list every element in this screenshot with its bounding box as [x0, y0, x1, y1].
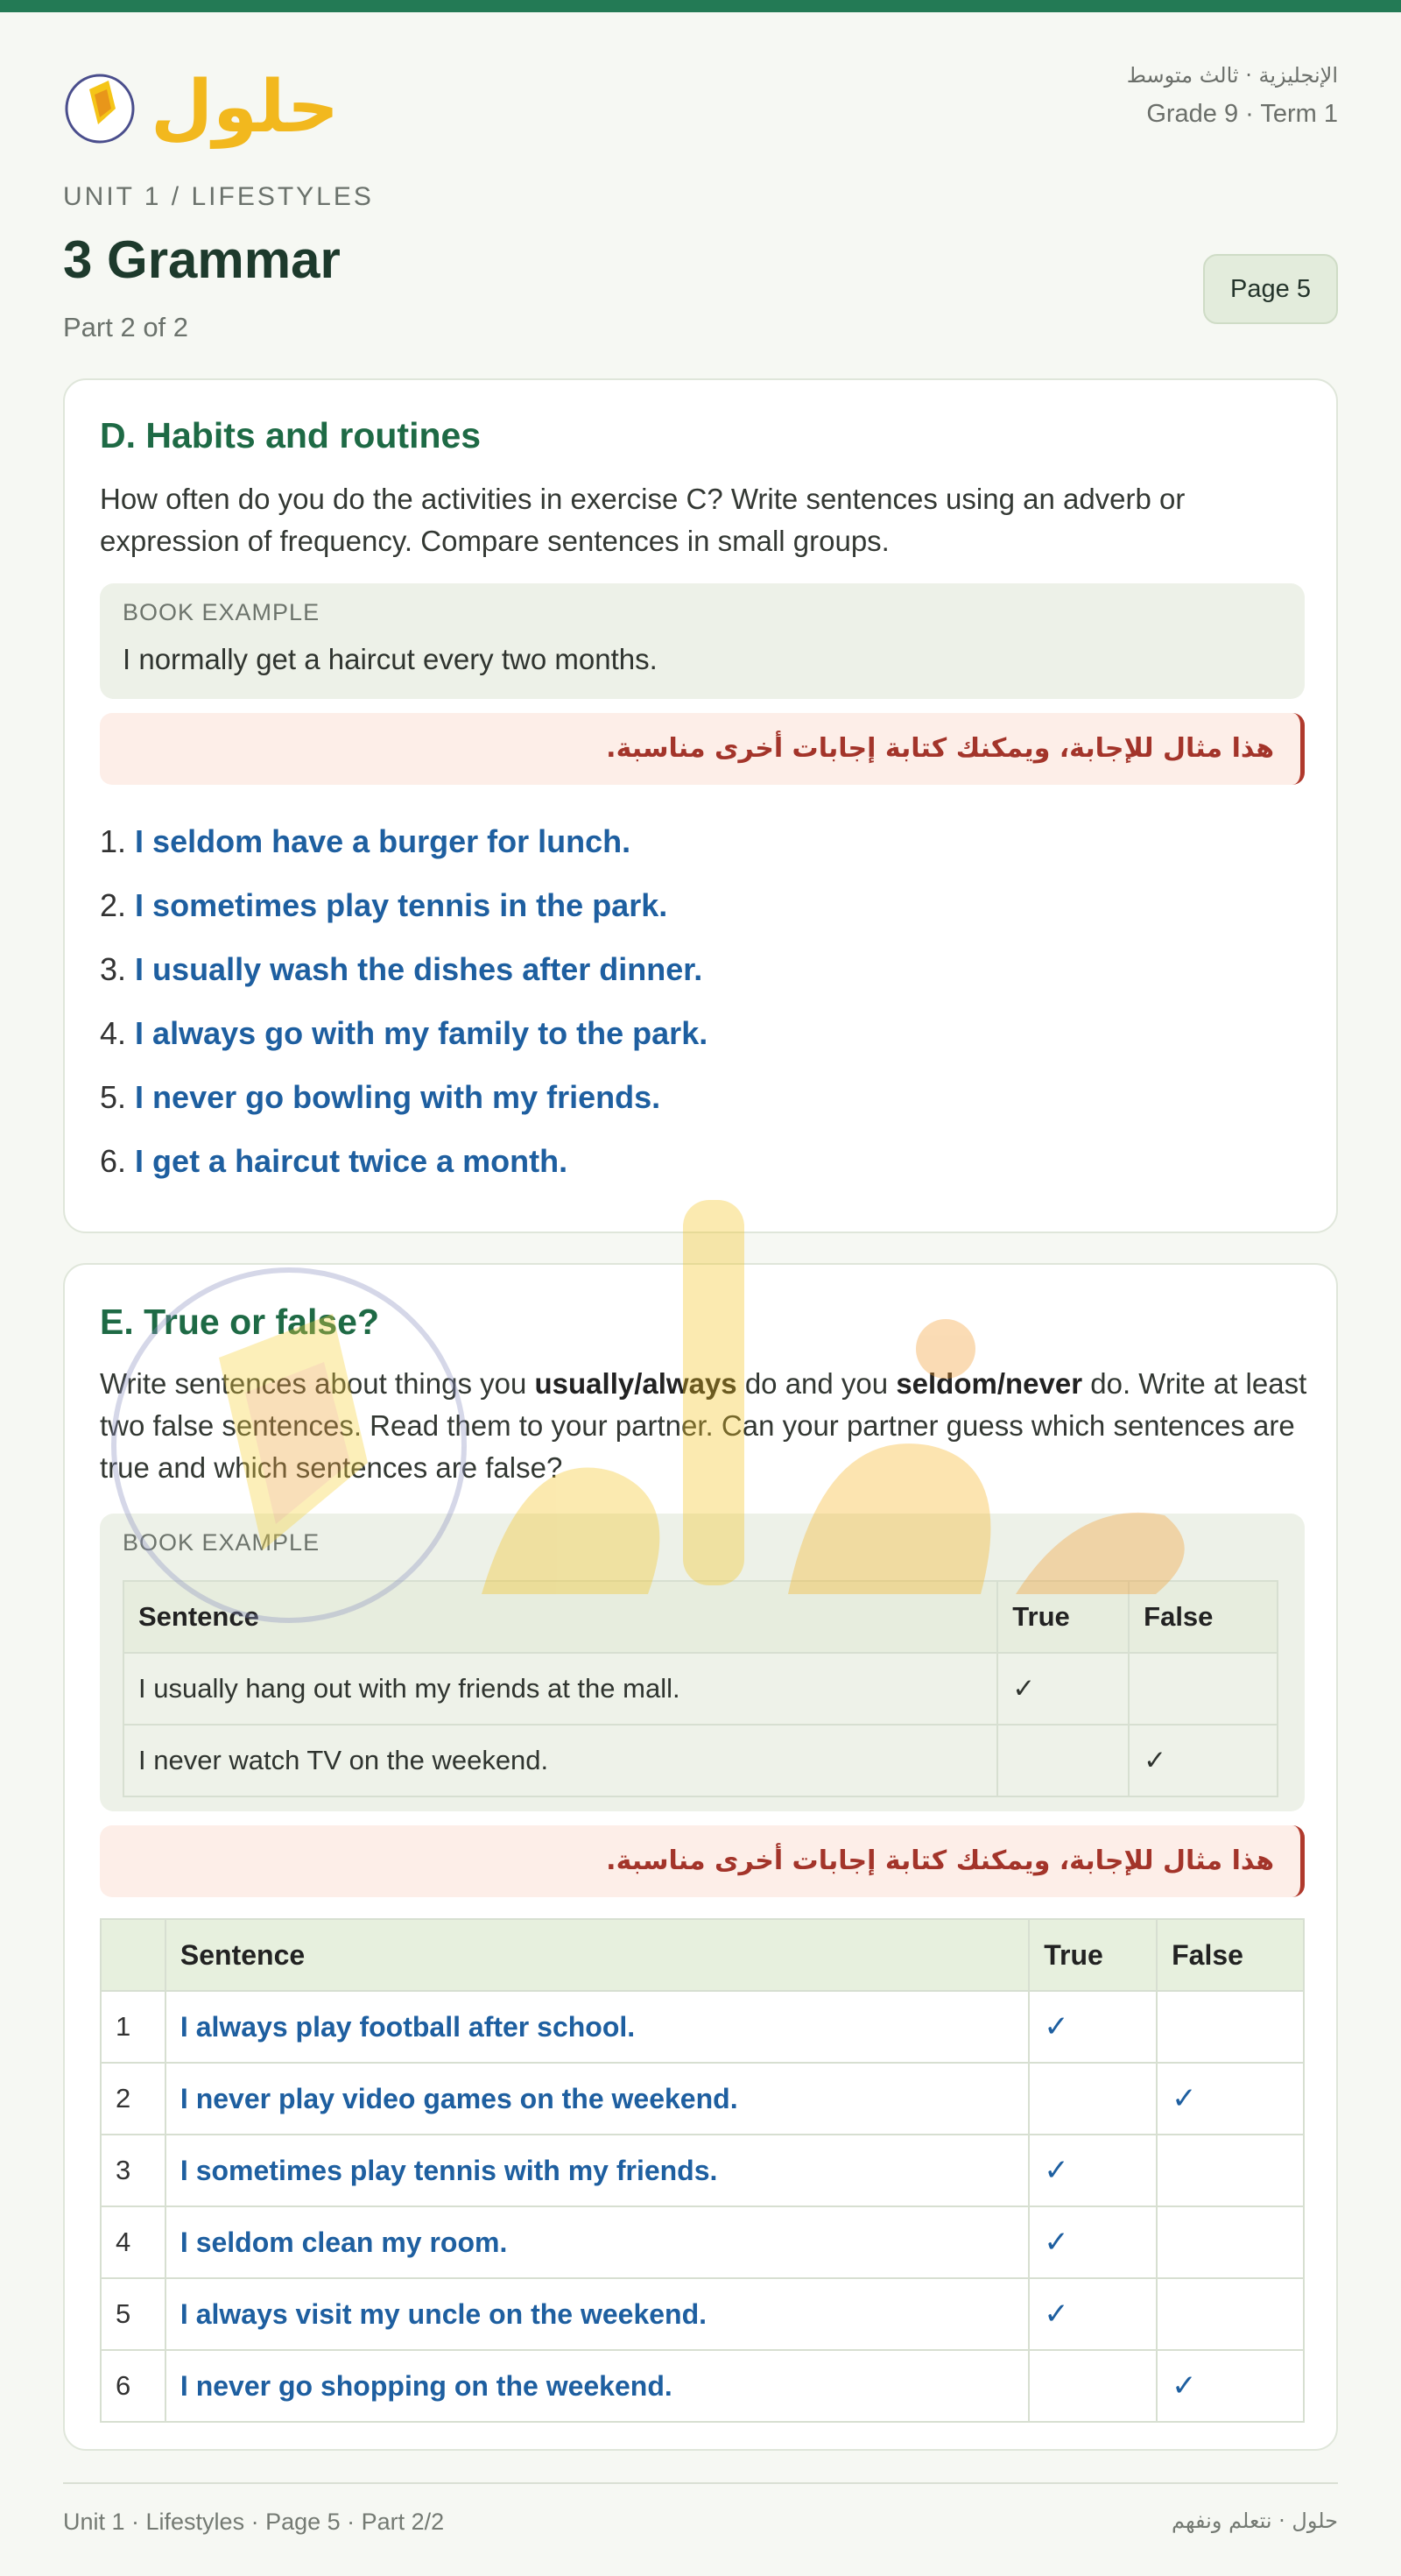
section-e-card: [63, 1263, 1338, 2451]
column-header-index: [101, 1919, 165, 1991]
list-item: [100, 1065, 1308, 1129]
table-header-row: [101, 1919, 1304, 1991]
section-e-title: E. True or false?: [100, 1302, 379, 1342]
logo-text: حلول: [151, 66, 340, 149]
table-row: [101, 2206, 1304, 2278]
footer-divider: [63, 2482, 1338, 2484]
answer-number: 2.: [100, 887, 127, 923]
true-cell: [997, 1725, 1129, 1796]
footer-page-info: Unit 1 · Lifestyles · Page 5 · Part 2/2: [63, 2509, 445, 2535]
true-cell: ✓: [1029, 1991, 1157, 2063]
column-header-true: True: [1029, 1919, 1157, 1991]
answer-text: I always go with my family to the park.: [135, 1015, 708, 1051]
footer-brand: حلول · نتعلم ونفهم: [1172, 2509, 1338, 2533]
table-row: [101, 2063, 1304, 2135]
table-row: [101, 1991, 1304, 2063]
sentence-cell: I never play video games on the weekend.: [165, 2063, 1029, 2135]
list-item: [100, 1129, 1308, 1193]
answer-number: 4.: [100, 1015, 127, 1051]
column-header-sentence: Sentence: [165, 1919, 1029, 1991]
part-label: Part 2 of 2: [63, 312, 189, 342]
list-item: [100, 937, 1308, 1001]
section-d-title: D. Habits and routines: [100, 415, 482, 455]
table-row: [123, 1653, 1278, 1725]
answer-text: I get a haircut twice a month.: [135, 1143, 568, 1179]
true-cell: ✓: [1029, 2206, 1157, 2278]
page-header: [63, 54, 1338, 151]
unit-label: UNIT 1 / LIFESTYLES: [63, 182, 374, 211]
section-e-instruction: Write sentences about things you usually/always do and you seldom/never do. Write at least two false sentences. Read them to your partner. Can your partner guess which sentences are true and which sentences are false?: [100, 1367, 1307, 1484]
answer-text: I never go bowling with my friends.: [135, 1079, 661, 1115]
table-row: [101, 2350, 1304, 2422]
false-cell: [1157, 2206, 1304, 2278]
section-d-book-example: [100, 583, 1305, 699]
row-number: 4: [101, 2206, 165, 2278]
section-e-note: هذا مثال للإجابة، ويمكنك كتابة إجابات أخرى مناسبة.: [100, 1825, 1305, 1897]
answer-number: 5.: [100, 1079, 127, 1115]
answer-number: 1.: [100, 823, 127, 859]
sentence-cell: I sometimes play tennis with my friends.: [165, 2135, 1029, 2206]
false-cell: ✓: [1157, 2350, 1304, 2422]
row-number: 6: [101, 2350, 165, 2422]
true-cell: ✓: [997, 1653, 1129, 1725]
table-row: [101, 2135, 1304, 2206]
page-badge: Page 5: [1203, 254, 1338, 324]
section-d-answers: [100, 809, 1308, 1193]
table-header-row: [123, 1581, 1278, 1653]
sentence-cell: I usually hang out with my friends at the mall.: [123, 1653, 997, 1725]
false-cell: [1157, 2278, 1304, 2350]
grade-term-label: Grade 9 · Term 1: [1146, 100, 1338, 128]
column-header-false: False: [1129, 1581, 1278, 1653]
false-cell: [1157, 2135, 1304, 2206]
section-d-card: [63, 378, 1338, 1233]
emphasis: seldom/never: [896, 1367, 1083, 1400]
sentence-cell: I never watch TV on the weekend.: [123, 1725, 997, 1796]
false-cell: [1129, 1653, 1278, 1725]
true-cell: [1029, 2350, 1157, 2422]
sentence-cell: I never go shopping on the weekend.: [165, 2350, 1029, 2422]
row-number: 5: [101, 2278, 165, 2350]
table-row: [101, 2278, 1304, 2350]
page-title: 3 Grammar: [63, 230, 341, 289]
answer-number: 3.: [100, 951, 127, 987]
header-meta: [1127, 63, 1338, 129]
sentence-cell: I seldom clean my room.: [165, 2206, 1029, 2278]
section-d-note: هذا مثال للإجابة، ويمكنك كتابة إجابات أخرى مناسبة.: [100, 713, 1305, 785]
row-number: 1: [101, 1991, 165, 2063]
subject-label: الإنجليزية · ثالث متوسط: [1126, 63, 1338, 88]
column-header-true: True: [997, 1581, 1129, 1653]
answer-table: [100, 1918, 1305, 2423]
sentence-cell: I always visit my uncle on the weekend.: [165, 2278, 1029, 2350]
false-cell: [1157, 1991, 1304, 2063]
answer-text: I usually wash the dishes after dinner.: [135, 951, 703, 987]
holool-logo: [63, 54, 340, 149]
answer-text: I sometimes play tennis in the park.: [135, 887, 668, 923]
true-cell: ✓: [1029, 2278, 1157, 2350]
false-cell: ✓: [1129, 1725, 1278, 1796]
emphasis: usually/always: [534, 1367, 737, 1400]
sentence-cell: I always play football after school.: [165, 1991, 1029, 2063]
list-item: [100, 809, 1308, 873]
book-example-text: I normally get a haircut every two months.: [123, 643, 658, 675]
false-cell: ✓: [1157, 2063, 1304, 2135]
list-item: [100, 873, 1308, 937]
book-example-table: [123, 1580, 1278, 1797]
row-number: 3: [101, 2135, 165, 2206]
book-example-label: BOOK EXAMPLE: [123, 599, 320, 625]
column-header-sentence: Sentence: [123, 1581, 997, 1653]
book-example-label: BOOK EXAMPLE: [123, 1529, 320, 1556]
column-header-false: False: [1157, 1919, 1304, 1991]
section-e-book-example: [100, 1514, 1305, 1811]
true-cell: ✓: [1029, 2135, 1157, 2206]
true-cell: [1029, 2063, 1157, 2135]
answer-number: 6.: [100, 1143, 127, 1179]
top-accent-bar: [0, 0, 1401, 12]
row-number: 2: [101, 2063, 165, 2135]
section-d-instruction: How often do you do the activities in exercise C? Write sentences using an adverb or expression of frequency. Compare sentences in small groups.: [100, 483, 1186, 557]
table-row: [123, 1725, 1278, 1796]
answer-text: I seldom have a burger for lunch.: [135, 823, 631, 859]
list-item: [100, 1001, 1308, 1065]
